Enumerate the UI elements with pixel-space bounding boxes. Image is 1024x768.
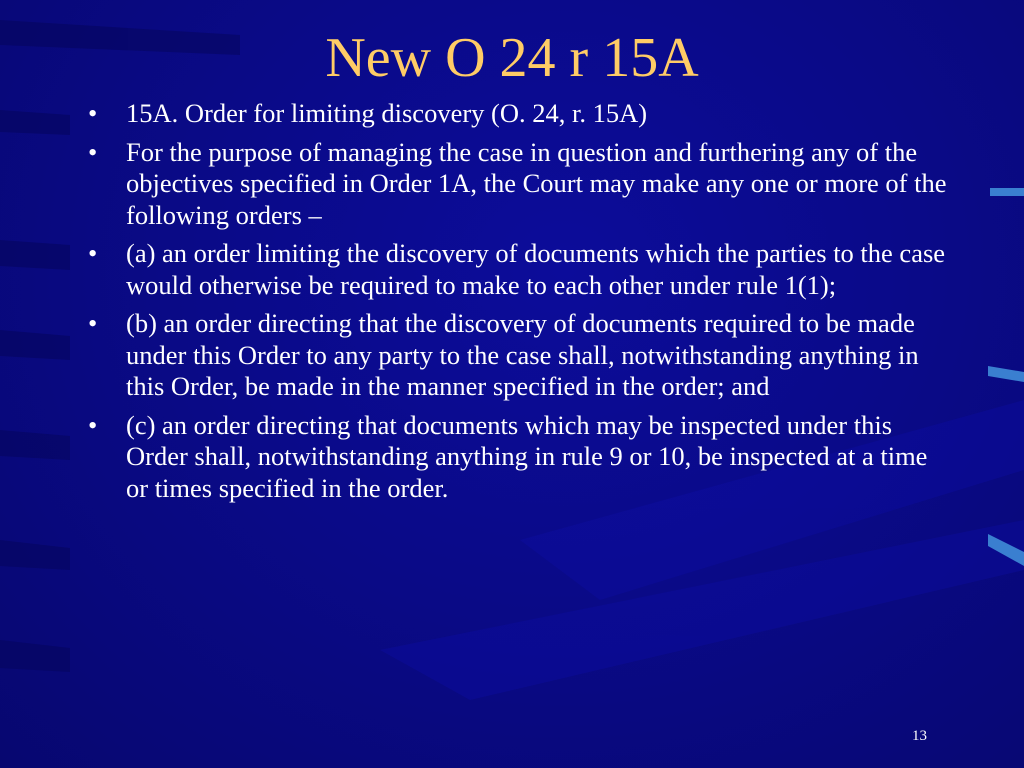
bullet-item bbox=[88, 98, 948, 130]
bullet-item bbox=[88, 410, 948, 505]
accent-dash bbox=[988, 366, 1024, 382]
bullet-list bbox=[88, 98, 948, 511]
bullet-item bbox=[88, 238, 948, 301]
bullet-text: (b) an order directing that the discovery of documents required to be made under this Order to any party to the case shall, notwithstanding anything in this Order, be made in the manner specified in the order; and bbox=[126, 308, 919, 401]
bullet-text: (c) an order directing that documents which may be inspected under this Order shall, notwithstanding anything in rule 9 or 10, be inspected at a time or times specified in the order. bbox=[126, 409, 928, 503]
bullet-dot-icon: • bbox=[88, 308, 98, 338]
background-stripe bbox=[0, 540, 70, 570]
bullet-dot-icon: • bbox=[88, 136, 98, 167]
background-stripe bbox=[0, 640, 70, 672]
background-stripe bbox=[0, 240, 70, 270]
bullet-dot-icon: • bbox=[88, 409, 98, 440]
background-stripe bbox=[0, 430, 70, 460]
bullet-dot-icon: • bbox=[88, 98, 98, 128]
background-stripe bbox=[0, 110, 70, 135]
page-number: 13 bbox=[912, 728, 927, 744]
bullet-text: (a) an order limiting the discovery of documents which the parties to the case would otherwise be required to make to each other under rule 1(1); bbox=[126, 238, 946, 300]
bullet-text: For the purpose of managing the case in question and furthering any of the objectives specified in Order 1A, the Court may make any one or more of the following orders – bbox=[126, 136, 947, 230]
bullet-item bbox=[88, 137, 948, 232]
accent-dash bbox=[990, 188, 1024, 196]
slide-title: New O 24 r 15A bbox=[325, 27, 699, 89]
bullet-dot-icon: • bbox=[88, 238, 98, 268]
bullet-text: 15A. Order for limiting discovery (O. 24, r. 15A) bbox=[126, 98, 648, 128]
background-stripe bbox=[0, 330, 70, 360]
bullet-item bbox=[88, 308, 948, 403]
